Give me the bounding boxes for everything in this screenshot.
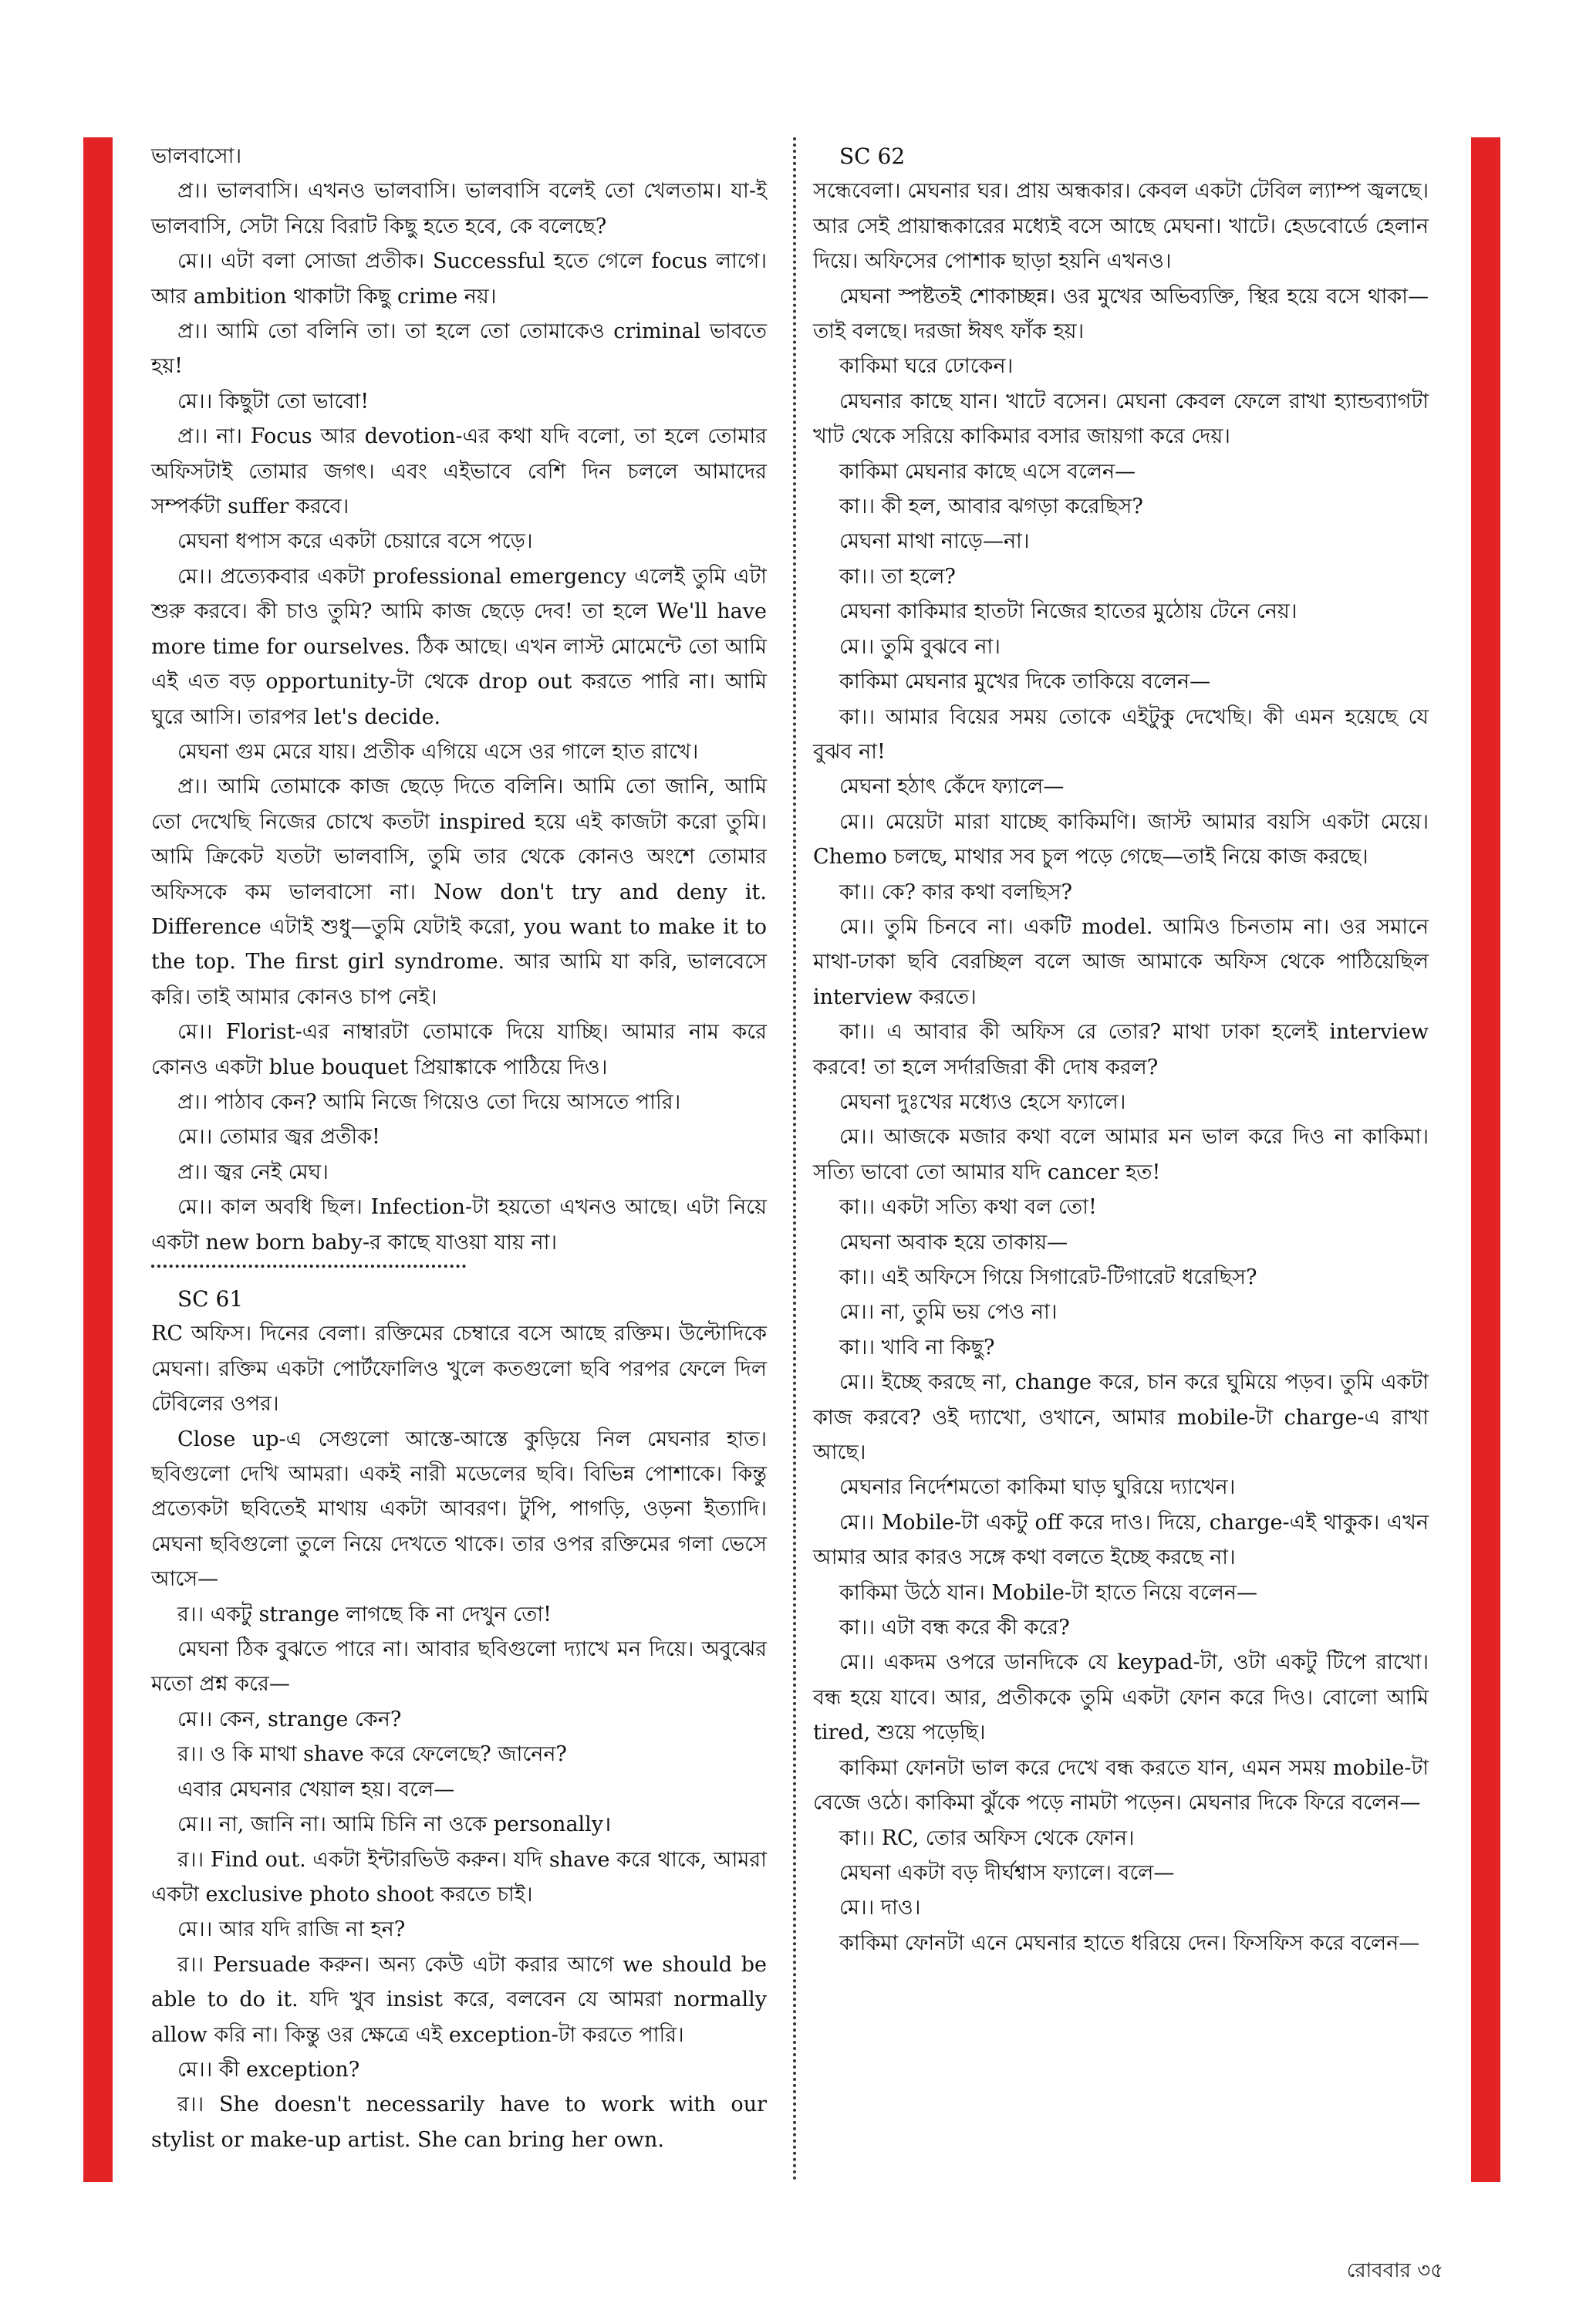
paragraph: কাকিমা মেঘনার কাছে এসে বলেন— <box>839 459 1136 484</box>
paragraph: ভালবাসো। <box>151 144 242 168</box>
scene-heading: SC 62 <box>839 144 906 169</box>
paragraph: কা।। কে? কার কথা বলছিস? <box>839 880 1072 904</box>
paragraph: র।। Find out. একটা ইন্টারভিউ করুন। যদি shave করে থাকে, আমরা একটা exclusive photo shoot করতে চাই। <box>151 1847 767 1907</box>
paragraph: র।। She doesn't necessarily have to work with our stylist or make-up artist. She can bring her own. <box>151 2093 767 2152</box>
paragraph: প্র।। আমি তোমাকে কাজ ছেড়ে দিতে বলিনি। আমি তো জানি, আমি তো দেখেছি নিজের চোখে কতটা inspired হয়ে এই কাজটা করো তুমি। আমি ক্রিকেট যতটা ভালবাসি, তুমি তার থেকে কোনও অংশে তোমার অফিসকে কম ভালবাসো না। Now don't try and deny it. Difference এটাই শুধু—তুমি যেটাই করো, you want to make it to the top. The first girl syndrome. আর আমি যা করি, ভালবেসে করি। তাই আমার কোনও চাপ নেই। <box>151 775 767 1009</box>
paragraph: কা।। কী হল, আবার ঝগড়া করেছিস? <box>839 495 1143 519</box>
paragraph: প্র।। আমি তো বলিনি তা। তা হলে তো তোমাকেও criminal ভাবতে হয়! <box>151 319 767 379</box>
paragraph: মে।। তুমি বুঝবে না। <box>839 634 1001 659</box>
paragraph: কাকিমা মেঘনার মুখের দিকে তাকিয়ে বলেন— <box>839 670 1211 694</box>
paragraph: র।। Persuade করুন। অন্য কেউ এটা করার আগে we should be able to do it. যদি খুব insist করে, বলবেন যে আমরা normally allow করি না। কিন্তু ওর ক্ষেত্রে এই exception-টা করতে পারি। <box>151 1952 767 2047</box>
paragraph: প্র।। না। Focus আর devotion-এর কথা যদি বলো, তা হলে তোমার অফিসটাই তোমার জগৎ। এবং এইভাবে বেশি দিন চললে আমাদের সম্পর্কটা suffer করবে। <box>151 424 767 519</box>
paragraph: এবার মেঘনার খেয়াল হয়। বলে— <box>177 1777 455 1802</box>
paragraph: মে।। কেন, strange কেন? <box>177 1707 402 1731</box>
paragraph: মেঘনা অবাক হয়ে তাকায়— <box>839 1230 1068 1255</box>
paragraph: মেঘনার কাছে যান। খাটে বসেন। মেঘনা কেবল ফেলে রাখা হ্যান্ডব্যাগটা খাট থেকে সরিয়ে কাকিমার বসার জায়গা করে দেয়। <box>813 389 1429 449</box>
left-column <box>151 139 767 2157</box>
paragraph: মে।। Florist-এর নাম্বারটা তোমাকে দিয়ে যাচ্ছি। আমার নাম করে কোনও একটা blue bouquet প্রিয়াঙ্কাকে পাঠিয়ে দিও। <box>151 1020 767 1079</box>
paragraph: মেঘনার নির্দেশমতো কাকিমা ঘাড় ঘুরিয়ে দ্যাখেন। <box>839 1475 1236 1500</box>
paragraph: RC অফিস। দিনের বেলা। রক্তিমের চেম্বারে বসে আছে রক্তিম। উল্টোদিকে মেঘনা। রক্তিম একটা পোর্টফোলিও খুলে কতগুলো ছবি পরপর ফেলে দিল টেবিলের ওপর। <box>151 1322 767 1417</box>
paragraph: কাকিমা ফোনটা ভাল করে দেখে বন্ধ করতে যান, এমন সময় mobile-টা বেজে ওঠে। কাকিমা ঝুঁকে পড়ে নামটা পড়েন। মেঘনার দিকে ফিরে বলেন— <box>813 1755 1429 1816</box>
paragraph: প্র।। ভালবাসি। এখনও ভালবাসি। ভালবাসি বলেই তো খেলতাম। যা-ই ভালবাসি, সেটা নিয়ে বিরাট কিছু হতে হবে, কে বলেছে? <box>151 179 767 238</box>
paragraph: মেঘনা একটা বড় দীর্ঘশ্বাস ফ্যালে। বলে— <box>839 1860 1175 1885</box>
left-red-margin-bar <box>83 137 113 2182</box>
column-divider <box>793 137 796 2182</box>
paragraph: মেঘনা স্পষ্টতই শোকাচ্ছন্ন। ওর মুখের অভিব্যক্তি, স্থির হয়ে বসে থাকা—তাই বলছে। দরজা ঈষৎ ফাঁক হয়। <box>813 284 1429 344</box>
paragraph: র।। একটু strange লাগছে কি না দেখুন তো! <box>177 1602 552 1626</box>
paragraph: মে।। দাও। <box>839 1896 921 1920</box>
paragraph: মে।। Mobile-টা একটু off করে দাও। দিয়ে, charge-এই থাকুক। এখন আমার আর কারও সঙ্গে কথা বলতে ইচ্ছে করছে না। <box>813 1510 1429 1570</box>
paragraph: মে।। আর যদি রাজি না হন? <box>177 1917 406 1942</box>
paragraph: মেঘনা ধপাস করে একটা চেয়ারে বসে পড়ে। <box>177 529 533 554</box>
paragraph: মে।। কাল অবধি ছিল। Infection-টা হয়তো এখনও আছে। এটা নিয়ে একটা new born baby-র কাছে যাওয়া যায় না। <box>151 1195 767 1255</box>
paragraph: কা।। এই অফিসে গিয়ে সিগারেট-টিগারেট ধরেছিস? <box>839 1265 1257 1289</box>
paragraph: মেঘনা কাকিমার হাতটা নিজের হাতের মুঠোয় টেনে নেয়। <box>839 600 1298 624</box>
paragraph: মেঘনা দুঃখের মধ্যেও হেসে ফ্যালে। <box>839 1089 1126 1114</box>
paragraph: মে।। ইচ্ছে করছে না, change করে, চান করে ঘুমিয়ে পড়ব। তুমি একটা কাজ করবে? ওই দ্যাখো, ওখানে, আমার mobile-টা charge-এ রাখা আছে। <box>813 1370 1429 1465</box>
paragraph: কা।। তা হলে? <box>839 564 956 589</box>
paragraph: কা।। খাবি না কিছু? <box>839 1335 995 1360</box>
paragraph: মে।। মেয়েটা মারা যাচ্ছে কাকিমণি। জাস্ট আমার বয়সি একটা মেয়ে। Chemo চলছে, মাথার সব চুল পড়ে গেছে—তাই নিয়ে কাজ করছে। <box>813 809 1429 870</box>
paragraph: মে।। এটা বলা সোজা প্রতীক। Successful হতে গেলে focus লাগে। আর ambition থাকাটা কিছু crime নয়। <box>151 249 767 309</box>
paragraph: মে।। প্রত্যেকবার একটা professional emergency এলেই তুমি এটা শুরু করবে। কী চাও তুমি? আমি কাজ ছেড়ে দেব! তা হলে We'll have more time for ourselves. ঠিক আছে। এখন লাস্ট মোমেন্টে তো আমি এই এত বড় opportunity-টা থেকে drop out করতে পারি না। আমি ঘুরে আসি। তারপর let's decide. <box>151 564 767 729</box>
paragraph: প্র।। পাঠাব কেন? আমি নিজে গিয়েও তো দিয়ে আসতে পারি। <box>177 1089 681 1114</box>
paragraph: কাকিমা ঘরে ঢোকেন। <box>839 354 1014 379</box>
paragraph: মে।। তুমি চিনবে না। একটি model. আমিও চিনতাম না। ওর সমানে মাথা-ঢাকা ছবি বেরচ্ছিল বলে আজ আমাকে অফিস থেকে পাঠিয়েছিল interview করতে। <box>813 914 1429 1009</box>
paragraph: মেঘনা মাথা নাড়ে—না। <box>839 529 1030 554</box>
paragraph: মে।। না, জানি না। আমি চিনি না ওকে personally। <box>177 1812 612 1837</box>
paragraph: মে।। না, তুমি ভয় পেও না। <box>839 1300 1058 1325</box>
paragraph: কা।। RC, তোর অফিস থেকে ফোন। <box>839 1826 1135 1850</box>
paragraph: কা।। এ আবার কী অফিস রে তোর? মাথা ঢাকা হলেই interview করবে! তা হলে সর্দারজিরা কী দোষ করল? <box>813 1020 1429 1079</box>
paragraph: মেঘনা গুম মেরে যায়। প্রতীক এগিয়ে এসে ওর গালে হাত রাখে। <box>177 739 699 764</box>
paragraph: Close up-এ সেগুলো আস্তে-আস্তে কুড়িয়ে নিল মেঘনার হাত। ছবিগুলো দেখি আমরা। একই নারী মডেলের ছবি। বিভিন্ন পোশাকে। কিন্তু প্রত্যেকটা ছবিতেই মাথায় একটা আবরণ। টুপি, পাগড়ি, ওড়না ইত্যাদি। মেঘনা ছবিগুলো তুলে নিয়ে দেখতে থাকে। তার ওপর রক্তিমের গলা ভেসে আসে— <box>151 1427 767 1592</box>
paragraph: মে।। কিছুটা তো ভাবো! <box>177 389 370 414</box>
paragraph: কা।। আমার বিয়ের সময় তোকে এইটুকু দেখেছি। কী এমন হয়েছে যে বুঝব না! <box>813 704 1429 764</box>
paragraph: কাকিমা উঠে যান। Mobile-টা হাতে নিয়ে বলেন— <box>839 1580 1258 1605</box>
paragraph: মে।। তোমার জ্বর প্রতীক! <box>177 1125 380 1150</box>
page-footer-label: রোববার ৩৫ <box>1346 2259 1443 2282</box>
paragraph: মে।। কী exception? <box>177 2057 360 2082</box>
scene-separator <box>151 1265 466 1268</box>
paragraph: সন্ধেবেলা। মেঘনার ঘর। প্রায় অন্ধকার। কেবল একটা টেবিল ল্যাম্প জ্বলছে। আর সেই প্রায়ান্ধকারের মধ্যেই বসে আছে মেঘনা। খাটে। হেডবোর্ডে হেলান দিয়ে। অফিসের পোশাক ছাড়া হয়নি এখনও। <box>813 179 1429 274</box>
paragraph: প্র।। জ্বর নেই মেঘ। <box>177 1160 329 1184</box>
paragraph: মে।। আজকে মজার কথা বলে আমার মন ভাল করে দিও না কাকিমা। সত্যি ভাবো তো আমার যদি cancer হত! <box>813 1125 1429 1184</box>
scene-heading: SC 61 <box>177 1286 244 1312</box>
paragraph: কা।। একটা সত্যি কথা বল তো! <box>839 1195 1097 1220</box>
paragraph: র।। ও কি মাথা shave করে ফেলেছে? জানেন? <box>177 1742 567 1767</box>
right-red-margin-bar <box>1471 137 1500 2182</box>
paragraph: মেঘনা ঠিক বুঝতে পারে না। আবার ছবিগুলো দ্যাখে মন দিয়ে। অবুঝের মতো প্রশ্ন করে— <box>151 1637 767 1697</box>
paragraph: কা।। এটা বন্ধ করে কী করে? <box>839 1616 1070 1640</box>
paragraph: মেঘনা হঠাৎ কেঁদে ফ্যালে— <box>839 775 1065 799</box>
right-column <box>813 139 1429 1961</box>
paragraph: মে।। একদম ওপরে ডানদিকে যে keypad-টা, ওটা একটু টিপে রাখো। বন্ধ হয়ে যাবে। আর, প্রতীককে তুমি একটা ফোন করে দিও। বোলো আমি tired, শুয়ে পড়েছি। <box>813 1650 1429 1745</box>
paragraph: কাকিমা ফোনটা এনে মেঘনার হাতে ধরিয়ে দেন। ফিসফিস করে বলেন— <box>839 1930 1420 1955</box>
